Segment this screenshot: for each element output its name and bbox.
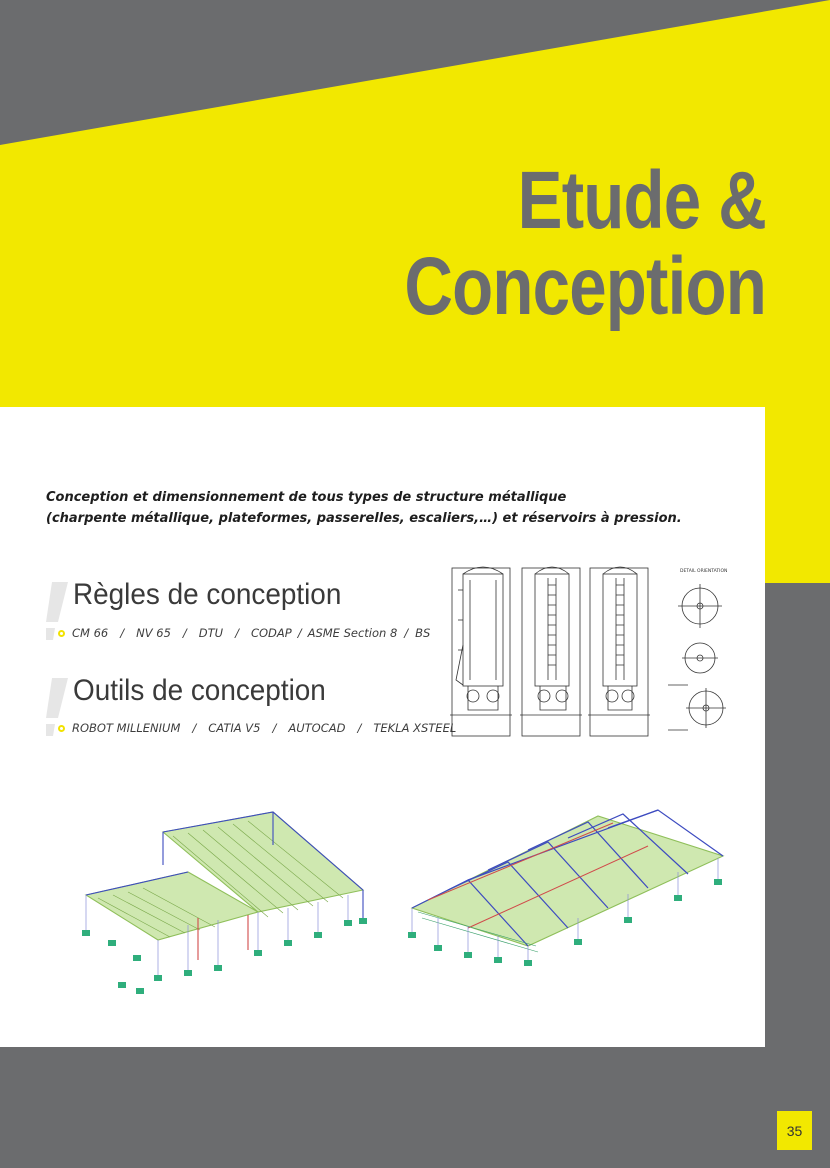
- drawing-label: DETAIL ORIENTATION: [680, 569, 728, 574]
- tools-list: ROBOT MILLENIUM / CATIA V5 / AUTOCAD / TEKLA XSTEEL: [58, 720, 456, 736]
- list-item: DTU: [198, 626, 224, 640]
- list-item: CODAP: [250, 626, 292, 640]
- intro-line-1: Conception et dimensionnement de tous types de structure métallique: [46, 490, 567, 505]
- section-title-tools: Outils de conception: [73, 674, 326, 707]
- list-item: NV 65: [136, 626, 171, 640]
- title-line-2: Conception: [404, 241, 766, 332]
- structure-model-right: [408, 808, 728, 968]
- list-item: CM 66: [72, 626, 109, 640]
- bullet-icon: [58, 630, 65, 637]
- vessel-drawing-sheet: [448, 560, 748, 740]
- list-item: ROBOT MILLENIUM: [72, 721, 181, 735]
- title-line-1: Etude &: [517, 155, 766, 246]
- list-item: CATIA V5: [208, 721, 261, 735]
- bullet-icon: [58, 725, 65, 732]
- list-item: AUTOCAD: [288, 721, 346, 735]
- page-title: [404, 155, 766, 332]
- structure-model-left: [78, 800, 378, 1000]
- page-number: 35: [777, 1111, 812, 1150]
- list-item: ASME Section 8: [307, 626, 398, 640]
- list-item: TEKLA XSTEEL: [373, 721, 457, 735]
- rules-list: CM 66 / NV 65 / DTU / CODAP / ASME Section 8 / BS: [58, 625, 430, 641]
- intro-line-2: (charpente métallique, plateformes, passerelles, escaliers,…) et réservoirs à pression.: [46, 511, 682, 526]
- section-title-rules: Règles de conception: [73, 578, 342, 611]
- list-item: BS: [415, 626, 431, 640]
- intro-text: [46, 487, 682, 529]
